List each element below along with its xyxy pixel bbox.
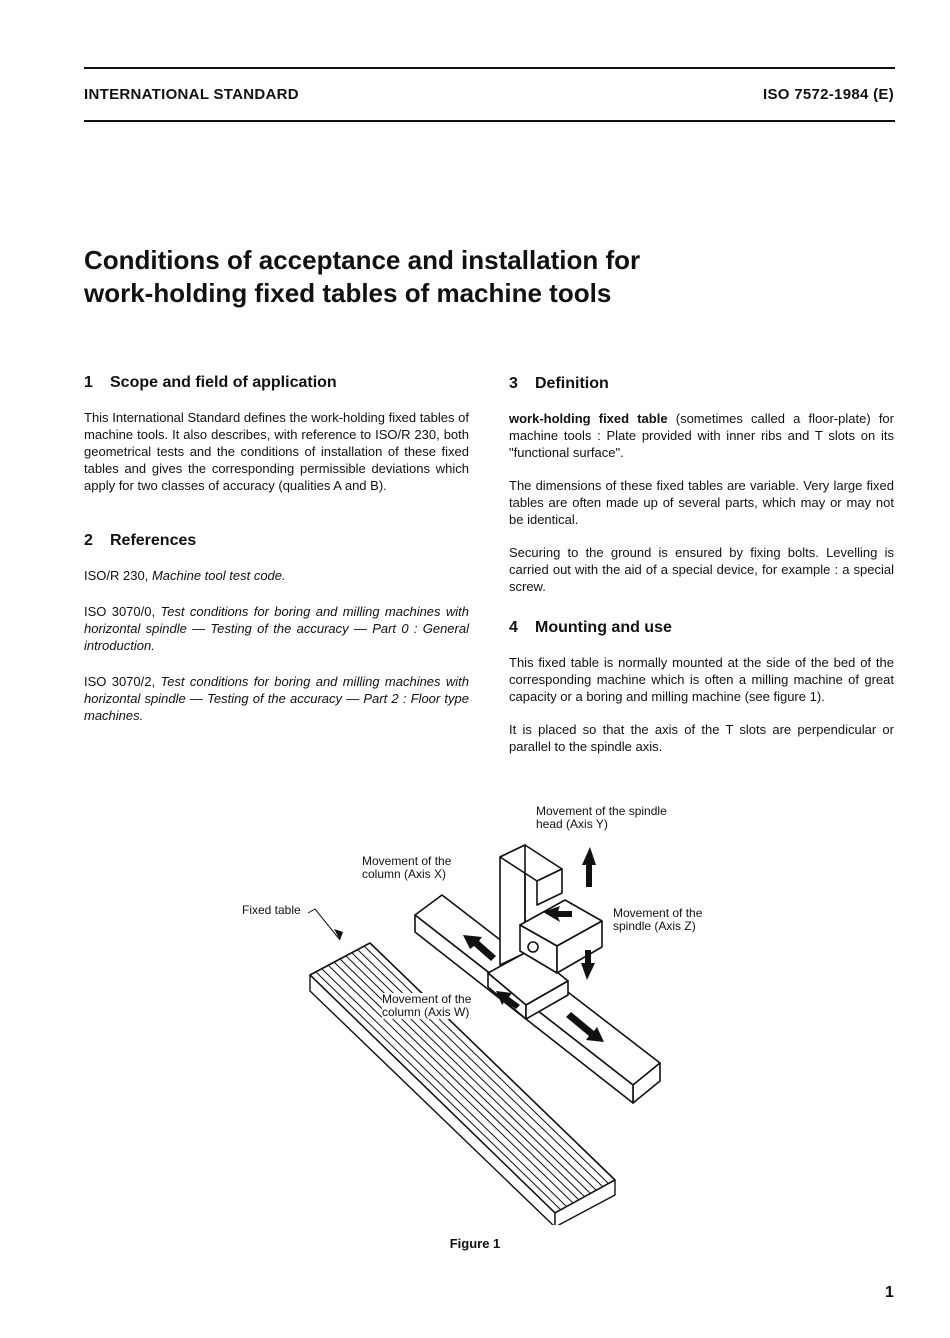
label-spindle-z (613, 907, 702, 933)
section-3-number: 3 (509, 375, 518, 392)
section-1-paragraph: This International Standard defines the work-holding fixed tables of machine tools. It also describes, with reference to ISO/R 230, both geometrical tests and the conditions of installation of these fixed tables and gives the corresponding permissible deviations which apply for two classes of accuracy (qualities A and B). (84, 410, 469, 493)
reference-2 (84, 603, 469, 654)
label-column-x (362, 855, 451, 881)
left-column (84, 374, 469, 740)
right-column (509, 375, 894, 771)
reference-3-title: Test conditions for boring and milling machines with horizontal spindle — Testing of the accuracy — Part 2 : Floor type machines. (84, 674, 469, 723)
reference-2-title: Test conditions for boring and milling machines with horizontal spindle — Testing of the accuracy — Part 0 : General introduction. (84, 604, 469, 653)
fixed-table-leader (308, 909, 340, 940)
header-left: INTERNATIONAL STANDARD (84, 86, 299, 103)
definition-term: work-holding fixed table (509, 411, 668, 426)
reference-1 (84, 567, 469, 584)
section-3-title: Definition (535, 375, 609, 392)
section-2-heading (84, 532, 469, 549)
header-bottom-rule (84, 120, 895, 122)
machine-diagram (230, 795, 750, 1225)
label-spindle-head-line1: Movement of the spindle (536, 804, 667, 818)
section-3-heading (509, 375, 894, 392)
label-column-x-line2: column (Axis X) (362, 867, 447, 881)
reference-3 (84, 673, 469, 724)
label-column-x-line1: Movement of the (362, 854, 452, 868)
section-2-number: 2 (84, 532, 93, 549)
section-4-number: 4 (509, 619, 518, 636)
header-right: ISO 7572-1984 (E) (762, 86, 894, 103)
section-3-definition (509, 410, 894, 461)
label-spindle-head-line2: head (Axis Y) (536, 817, 608, 831)
section-4-paragraph-2: It is placed so that the axis of the T slots are perpendicular or parallel to the spindle axis. (509, 722, 894, 754)
label-column-w (382, 993, 471, 1019)
figure-caption: Figure 1 (449, 1236, 501, 1251)
reference-1-title: Machine tool test code. (151, 568, 286, 583)
page-number: 1 (885, 1284, 894, 1301)
label-spindle-z-line1: Movement of the (613, 906, 703, 920)
label-fixed-table: Fixed table (242, 903, 301, 917)
fixed-table (310, 943, 615, 1225)
label-spindle-z-line2: spindle (Axis Z) (613, 919, 696, 933)
label-column-w-line2: column (Axis W) (382, 1005, 470, 1019)
section-1-title: Scope and field of application (110, 374, 337, 391)
title-line-2: work-holding fixed tables of machine tools (84, 278, 612, 308)
label-column-w-line1: Movement of the (382, 992, 472, 1006)
section-4-heading (509, 619, 894, 636)
axis-y-arrow (582, 847, 596, 887)
figure-1 (230, 795, 750, 1225)
section-3-paragraph-2: The dimensions of these fixed tables are variable. Very large fixed tables are often made up of several parts, which may or may not be identical. (509, 478, 894, 527)
header-top-rule (84, 67, 895, 69)
reference-1-code: ISO/R 230, (84, 568, 149, 583)
definition-text: (sometimes called a floor-plate) for machine tools : Plate provided with inner ribs and T slots on its "functional surface". (509, 411, 894, 460)
title-line-1: Conditions of acceptance and installation for (84, 245, 641, 275)
section-4-title: Mounting and use (535, 619, 672, 636)
reference-2-code: ISO 3070/0, (84, 604, 156, 619)
section-2-title: References (110, 532, 197, 549)
document-title (84, 244, 884, 310)
label-spindle-head (536, 805, 667, 831)
section-1-heading (84, 374, 469, 391)
section-1-number: 1 (84, 374, 93, 391)
section-4-paragraph-1: This fixed table is normally mounted at the side of the bed of the corresponding machine which is often a milling machine of great capacity or a boring and milling machine (see figure 1). (509, 655, 894, 704)
section-3-paragraph-3: Securing to the ground is ensured by fixing bolts. Levelling is carried out with the aid of a special device, for example : a special screw. (509, 545, 894, 594)
reference-3-code: ISO 3070/2, (84, 674, 156, 689)
